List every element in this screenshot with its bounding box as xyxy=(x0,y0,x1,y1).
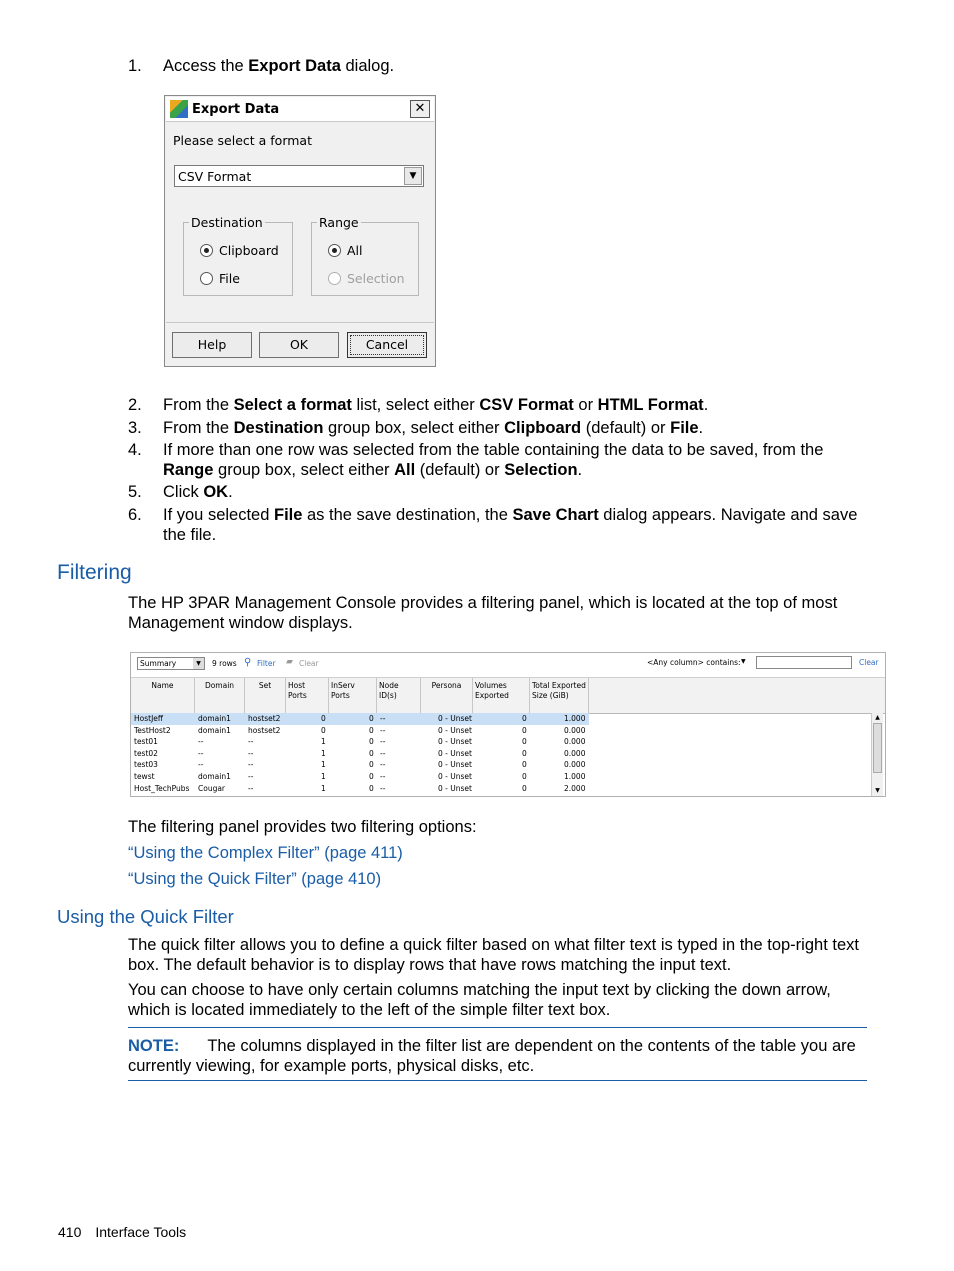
step-bold: Range xyxy=(163,460,214,479)
step-bold: File xyxy=(670,419,699,437)
step-text: (default) or xyxy=(415,460,505,479)
close-icon[interactable]: ✕ xyxy=(410,100,430,118)
step-text: From the xyxy=(163,419,234,437)
radio-selection[interactable] xyxy=(328,271,405,286)
cell-persona: 0 - Unset xyxy=(438,725,472,735)
cell-volumes-exported: 0 xyxy=(522,748,527,758)
view-select-value: Summary xyxy=(140,659,177,668)
cell-volumes-exported: 0 xyxy=(522,725,527,735)
step-text: list, select either xyxy=(351,396,480,414)
step-text: group box, select either xyxy=(213,460,395,479)
cell-set: hostset2 xyxy=(248,714,281,723)
step-text: . xyxy=(577,460,583,479)
cell-inserv-ports: 0 xyxy=(369,714,374,723)
complex-filter-link[interactable]: “Using the Complex Filter” (page 411) xyxy=(128,844,403,862)
scroll-down-icon[interactable]: ▼ xyxy=(875,787,880,794)
radio-label: Selection xyxy=(347,271,405,286)
cell-host-ports: 1 xyxy=(321,783,326,793)
cell-node-ids: -- xyxy=(380,737,386,747)
radio-checked-icon xyxy=(200,244,213,257)
cell-total-size: 2.000 xyxy=(564,783,586,793)
chevron-down-icon[interactable]: ▼ xyxy=(193,658,204,669)
scroll-up-icon[interactable]: ▲ xyxy=(875,714,880,721)
step-text: Click xyxy=(163,483,204,501)
step-bold: File xyxy=(273,506,303,524)
step-text: dialog appears. Navigate and save the file. xyxy=(163,506,858,544)
step-bold: Destination xyxy=(233,419,324,437)
view-select[interactable] xyxy=(137,657,205,670)
step-text: If more than one row was selected from the table containing the data to be saved, from the xyxy=(163,441,824,459)
table-row[interactable] xyxy=(131,748,589,760)
cell-host-ports: 0 xyxy=(321,714,326,723)
cell-total-size: 0.000 xyxy=(564,748,586,758)
step-bold: Select a format xyxy=(233,396,352,414)
cell-inserv-ports: 0 xyxy=(369,725,374,735)
cell-domain: domain1 xyxy=(198,725,231,735)
cell-name: HostJeff xyxy=(134,714,164,723)
cell-persona: 0 - Unset xyxy=(438,783,472,793)
scroll-thumb[interactable] xyxy=(873,723,882,773)
note-label: NOTE: xyxy=(128,1037,180,1055)
step-bold: Save Chart xyxy=(512,506,599,524)
cell-name: Host_TechPubs xyxy=(134,783,190,793)
step-text: . xyxy=(228,483,233,501)
cell-name: test02 xyxy=(134,748,158,758)
cell-volumes-exported: 0 xyxy=(522,760,527,770)
cell-host-ports: 0 xyxy=(321,725,326,735)
col-header-set[interactable]: Set xyxy=(245,678,286,713)
chevron-down-icon[interactable]: ▼ xyxy=(741,658,746,665)
ok-button[interactable]: OK xyxy=(259,332,339,358)
cell-node-ids: -- xyxy=(380,748,386,758)
note-bottom-rule xyxy=(128,1080,867,1081)
cell-node-ids: -- xyxy=(380,783,386,793)
table-row[interactable] xyxy=(131,771,589,783)
table-row[interactable] xyxy=(131,736,589,748)
cell-name: tewst xyxy=(134,772,155,781)
clear-button[interactable]: Clear xyxy=(299,659,319,668)
footer-section: Interface Tools xyxy=(95,1224,187,1240)
filtering-heading: Filtering xyxy=(57,561,132,584)
quick-filter-input[interactable] xyxy=(756,656,852,669)
table-header xyxy=(131,678,885,714)
quick-filter-para-1: The quick filter allows you to define a quick filter based on what filter text is typed in the top-right text box. The default behavior is to display rows that have rows matching the input text. xyxy=(128,936,859,974)
cell-domain: Cougar xyxy=(198,783,226,793)
step-number: 5. xyxy=(128,483,142,501)
step-text: Access the xyxy=(163,57,249,75)
step-bold: Export Data xyxy=(248,57,341,75)
format-select[interactable] xyxy=(174,165,424,187)
cell-node-ids: -- xyxy=(380,714,386,723)
quick-filter-heading: Using the Quick Filter xyxy=(57,906,234,927)
cell-persona: 0 - Unset xyxy=(438,760,472,770)
vertical-scrollbar[interactable] xyxy=(871,713,883,796)
cell-total-size: 0.000 xyxy=(564,725,586,735)
cell-set: -- xyxy=(248,783,254,793)
destination-group xyxy=(183,215,293,296)
cell-total-size: 0.000 xyxy=(564,737,586,747)
radio-clipboard[interactable] xyxy=(200,243,279,258)
cell-set: -- xyxy=(248,748,254,758)
cell-set: -- xyxy=(248,760,254,770)
cell-domain: -- xyxy=(198,760,204,770)
cell-inserv-ports: 0 xyxy=(369,748,374,758)
cell-volumes-exported: 0 xyxy=(522,714,527,723)
step-text: (default) or xyxy=(581,419,671,437)
cell-domain: -- xyxy=(198,737,204,747)
table-row[interactable] xyxy=(131,713,589,725)
quick-filter-para-2: You can choose to have only certain columns matching the input text by clicking the down arrow, which is located immediately to the left of the simple filter text box. xyxy=(128,981,831,1019)
radio-label: All xyxy=(347,243,363,258)
page-footer xyxy=(58,1224,186,1240)
step-bold: CSV Format xyxy=(479,396,574,414)
step-number: 3. xyxy=(128,419,142,437)
col-header-volumes-exported[interactable]: Volumes Exported xyxy=(473,678,530,713)
quick-filter-link[interactable]: “Using the Quick Filter” (page 410) xyxy=(128,870,382,888)
cell-set: -- xyxy=(248,737,254,747)
step-bold: All xyxy=(394,460,416,479)
cancel-label: Cancel xyxy=(365,337,409,352)
chevron-down-icon[interactable]: ▼ xyxy=(404,167,422,185)
cell-node-ids: -- xyxy=(380,725,386,735)
step-text: dialog. xyxy=(340,57,395,75)
cell-total-size: 1.000 xyxy=(564,772,586,781)
cell-inserv-ports: 0 xyxy=(369,783,374,793)
col-header-persona[interactable]: Persona xyxy=(421,678,473,713)
cell-persona: 0 - Unset xyxy=(438,714,472,723)
cell-volumes-exported: 0 xyxy=(522,772,527,781)
note-text: The columns displayed in the filter list are dependent on the contents of the table you are currently viewing, for example ports, physical disks, etc. xyxy=(128,1037,856,1075)
radio-unchecked-icon xyxy=(200,272,213,285)
cell-host-ports: 1 xyxy=(321,760,326,770)
cell-domain: domain1 xyxy=(198,714,231,723)
cell-volumes-exported: 0 xyxy=(522,737,527,747)
column-filter-label: <Any column> contains: xyxy=(647,658,741,667)
col-header-inserv-ports[interactable]: InServ Ports xyxy=(329,678,377,713)
cell-inserv-ports: 0 xyxy=(369,737,374,747)
col-header-total-exported-size[interactable]: Total Exported Size (GiB) xyxy=(530,678,589,713)
cell-inserv-ports: 0 xyxy=(369,760,374,770)
export-data-dialog xyxy=(164,95,436,367)
destination-legend: Destination xyxy=(191,215,263,230)
filter-panel-screenshot xyxy=(130,652,886,797)
table-row[interactable] xyxy=(131,759,589,771)
step-number: 6. xyxy=(128,506,142,524)
cell-volumes-exported: 0 xyxy=(522,783,527,793)
col-header-node-ids[interactable]: Node ID(s) xyxy=(377,678,421,713)
clear-icon[interactable]: ▰ xyxy=(286,657,293,667)
step-text: If you selected xyxy=(163,506,274,524)
cell-domain: -- xyxy=(198,748,204,758)
cell-host-ports: 1 xyxy=(321,748,326,758)
filter-button[interactable]: Filter xyxy=(257,659,276,668)
col-header-domain[interactable]: Domain xyxy=(195,678,245,713)
step-text: group box, select either xyxy=(323,419,505,437)
note-box xyxy=(128,1037,867,1076)
step-text: . xyxy=(698,419,704,437)
radio-unchecked-icon xyxy=(328,272,341,285)
step-bold: Clipboard xyxy=(504,419,582,437)
cell-persona: 0 - Unset xyxy=(438,772,472,781)
filter-options-intro: The filtering panel provides two filtering options: xyxy=(128,818,477,836)
step-text: . xyxy=(703,396,709,414)
cell-inserv-ports: 0 xyxy=(369,772,374,781)
radio-label: File xyxy=(219,271,240,286)
step-text: or xyxy=(573,396,598,414)
filtering-intro: The HP 3PAR Management Console provides a filtering panel, which is located at the top of most Management window displays. xyxy=(128,594,838,632)
filter-icon[interactable]: ⚲ xyxy=(244,657,252,668)
range-legend: Range xyxy=(319,215,359,230)
table-row[interactable] xyxy=(131,783,589,795)
radio-checked-icon xyxy=(328,244,341,257)
dialog-divider xyxy=(166,322,434,323)
step-bold: OK xyxy=(203,483,229,501)
cell-node-ids: -- xyxy=(380,772,386,781)
cell-host-ports: 1 xyxy=(321,772,326,781)
range-group xyxy=(311,215,419,296)
table-row[interactable] xyxy=(131,725,589,737)
cell-total-size: 0.000 xyxy=(564,760,586,770)
step-bold: HTML Format xyxy=(597,396,704,414)
format-select-value: CSV Format xyxy=(178,169,252,184)
cell-name: test03 xyxy=(134,760,158,770)
step-number: 1. xyxy=(128,57,142,75)
col-header-name[interactable]: Name xyxy=(131,678,195,713)
radio-file[interactable] xyxy=(200,271,240,286)
note-top-rule xyxy=(128,1027,867,1028)
cell-total-size: 1.000 xyxy=(564,714,586,723)
cell-host-ports: 1 xyxy=(321,737,326,747)
step-bold: Selection xyxy=(504,460,578,479)
app-icon xyxy=(170,100,188,118)
cell-set: -- xyxy=(248,772,254,781)
col-header-host-ports[interactable]: Host Ports xyxy=(286,678,329,713)
quick-clear-link[interactable]: Clear xyxy=(859,658,879,667)
step-number: 2. xyxy=(128,396,142,414)
filter-toolbar xyxy=(131,653,885,678)
cell-set: hostset2 xyxy=(248,725,281,735)
help-button[interactable]: Help xyxy=(172,332,252,358)
step-text: as the save destination, the xyxy=(302,506,513,524)
row-count: 9 rows xyxy=(212,659,237,668)
dialog-titlebar xyxy=(166,97,434,122)
page-number: 410 xyxy=(58,1224,82,1240)
cell-node-ids: -- xyxy=(380,760,386,770)
cell-name: test01 xyxy=(134,737,158,747)
step-number: 4. xyxy=(128,441,142,459)
cancel-button[interactable] xyxy=(347,332,427,358)
dialog-title: Export Data xyxy=(192,102,280,117)
radio-all[interactable] xyxy=(328,243,363,258)
radio-label: Clipboard xyxy=(219,243,279,258)
format-prompt: Please select a format xyxy=(173,133,312,148)
cell-name: TestHost2 xyxy=(134,725,171,735)
step-text: From the xyxy=(163,396,234,414)
cell-persona: 0 - Unset xyxy=(438,748,472,758)
cell-persona: 0 - Unset xyxy=(438,737,472,747)
cell-domain: domain1 xyxy=(198,772,231,781)
